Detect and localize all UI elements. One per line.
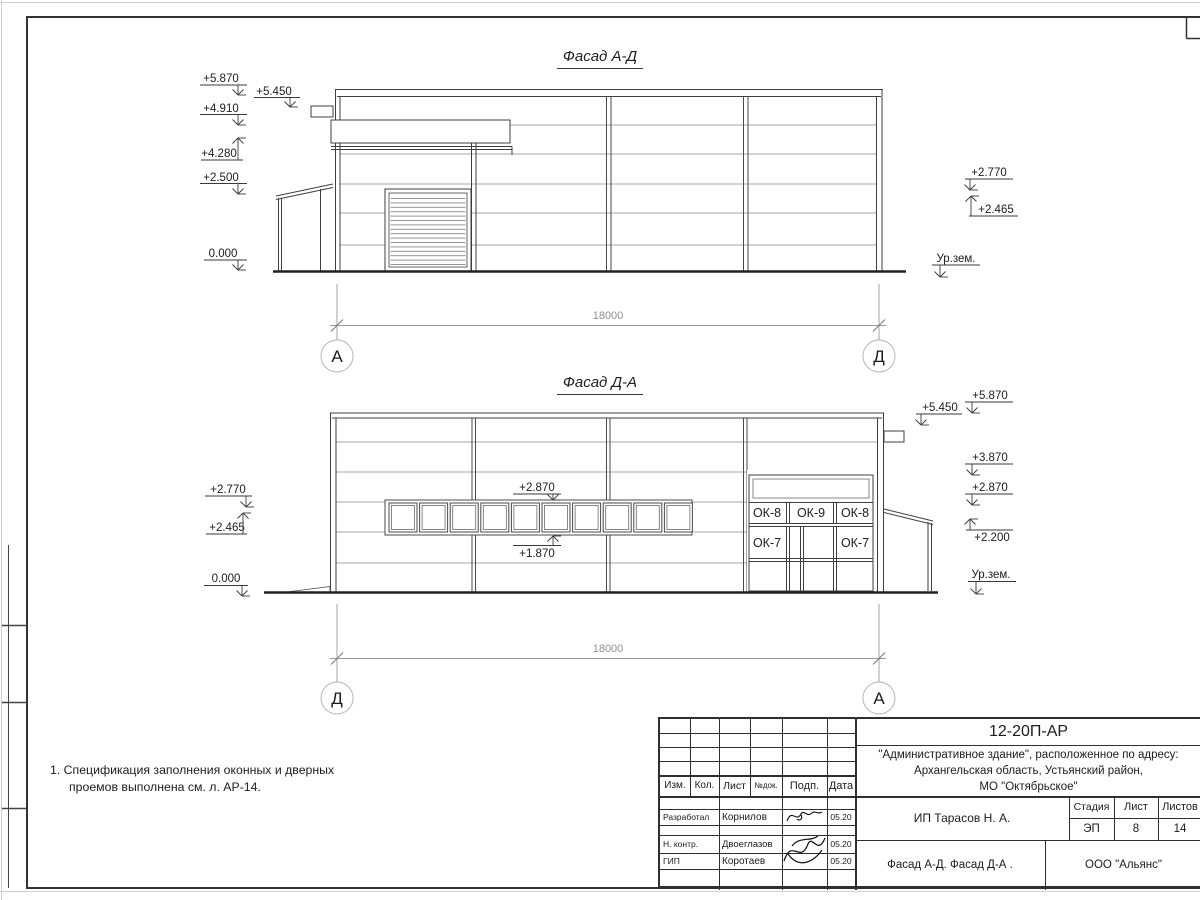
sheet-note: [50, 762, 390, 795]
window-label: ОК-7: [752, 536, 782, 550]
left-stamp-strip: [2, 545, 27, 888]
sheets-label: Листов: [1162, 801, 1198, 813]
facade-ad-drawing: [200, 48, 1018, 372]
elevation-value: +2.465: [978, 204, 1014, 216]
column-data: Дата: [828, 779, 854, 792]
facade-ad-roller-door: [385, 189, 471, 271]
ribbon-window: [511, 503, 539, 532]
elevation-value: +5.870: [203, 73, 239, 85]
drawing-title: Фасад А-Д. Фасад Д-А .: [887, 859, 1013, 871]
row-date: 05.20: [830, 812, 852, 822]
window-label: ОК-8: [840, 506, 870, 520]
axis-letter: Д: [873, 347, 885, 366]
elevation-value: +5.450: [256, 86, 292, 98]
ribbon-window: [573, 503, 601, 532]
facade-ad-posts: [472, 143, 477, 271]
axis-letter: А: [873, 689, 885, 708]
elevation-value: +2.200: [974, 532, 1010, 544]
note-line: проемов выполнена см. л. АР-14.: [69, 779, 261, 794]
window-label: ОК-7: [840, 536, 870, 550]
project-description: [855, 745, 1200, 796]
elevation-value: 0.000: [211, 573, 241, 585]
elevation-value: +2.770: [971, 167, 1007, 179]
facade-ad-leanto: [276, 184, 333, 271]
frame-corner-box: [1187, 18, 1200, 39]
title-block: [658, 717, 1200, 888]
elevation-value: +5.450: [922, 402, 958, 414]
axis-letter: Д: [331, 689, 343, 708]
column-podp: Подп.: [789, 779, 820, 792]
sheets-value: 14: [1173, 823, 1187, 835]
sheet-label: Лист: [1124, 801, 1148, 813]
sheet-value: 8: [1132, 823, 1140, 835]
project-line: Архангельская область, Устьянский район,: [914, 764, 1143, 777]
facade-da-drawing: [204, 374, 1016, 714]
axis-letter: А: [331, 347, 343, 366]
facade-da-vent-pipe: [884, 431, 904, 442]
column-list: Лист: [723, 779, 746, 792]
doc-code: 12-20П-АР: [988, 723, 1069, 740]
ribbon-window: [603, 503, 631, 532]
facade-ad-title: Фасад А-Д: [562, 48, 638, 65]
facade-da-window-ribbon: [385, 500, 692, 535]
ribbon-window: [664, 503, 692, 532]
ribbon-window: [450, 503, 478, 532]
elevation-value: +3.870: [972, 452, 1008, 464]
stage-label: Стадия: [1073, 801, 1110, 813]
client-name: ИП Тарасов Н. А.: [913, 811, 1011, 825]
facade-da-leanto: [884, 509, 933, 591]
window-label: ОК-8: [752, 506, 782, 520]
signature-gip: [780, 829, 828, 869]
facade-da-dimension: [321, 604, 895, 714]
project-line: "Административное здание", расположенное по адресу:: [878, 748, 1179, 761]
elevation-value: 0.000: [208, 248, 238, 260]
elevation-value: +2.870: [972, 482, 1008, 494]
note-line: 1. Спецификация заполнения оконных и дверных: [50, 763, 335, 777]
ground-level-label: Ур.зем.: [971, 569, 1011, 581]
project-line: МО "Октябрьское": [979, 780, 1078, 793]
dimension-value: 18000: [592, 310, 624, 322]
window-label: ОК-9: [796, 506, 826, 520]
row-role: Н. контр.: [663, 839, 699, 849]
row-role: Разработал: [663, 812, 710, 822]
ribbon-window: [420, 503, 448, 532]
facade-ad-vent-pipe: [311, 106, 333, 117]
elevation-value: +2.870: [519, 482, 555, 494]
column-ndok: №док.: [754, 781, 778, 790]
row-date: 05.20: [830, 839, 852, 849]
row-role: ГИП: [663, 856, 680, 866]
ground-level-label: Ур.зем.: [936, 253, 976, 265]
column-izm: Изм.: [664, 780, 686, 791]
elevation-value: +1.870: [519, 548, 555, 560]
column-kol: Кол.: [694, 780, 715, 791]
company-name: ООО "Альянс": [1085, 859, 1162, 871]
facade-ad-canopy: [331, 120, 512, 155]
elevation-value: +2.500: [203, 172, 239, 184]
ribbon-window: [542, 503, 570, 532]
ribbon-window: [389, 503, 417, 532]
facade-ad-elevations: [200, 73, 1018, 277]
row-name: Корнилов: [722, 811, 767, 823]
facade-da-ramp: [287, 587, 330, 593]
elevation-value: +2.465: [209, 522, 245, 534]
row-name: Двоеглазов: [722, 838, 773, 850]
elevation-value: +5.870: [972, 390, 1008, 402]
row-name: Коротаев: [722, 855, 766, 867]
elevation-value: +4.280: [201, 148, 237, 160]
ribbon-window: [634, 503, 662, 532]
stage-value: ЭП: [1083, 823, 1100, 835]
ribbon-window: [481, 503, 509, 532]
dimension-value: 18000: [592, 643, 624, 655]
row-date: 05.20: [830, 856, 852, 866]
elevation-value: +2.770: [210, 484, 246, 496]
signature-developer: [784, 806, 824, 826]
facade-ad-dimension: [321, 284, 895, 372]
facade-da-entrance: [747, 470, 877, 592]
elevation-value: +4.910: [203, 103, 239, 115]
facade-da-title: Фасад Д-А: [562, 374, 638, 391]
